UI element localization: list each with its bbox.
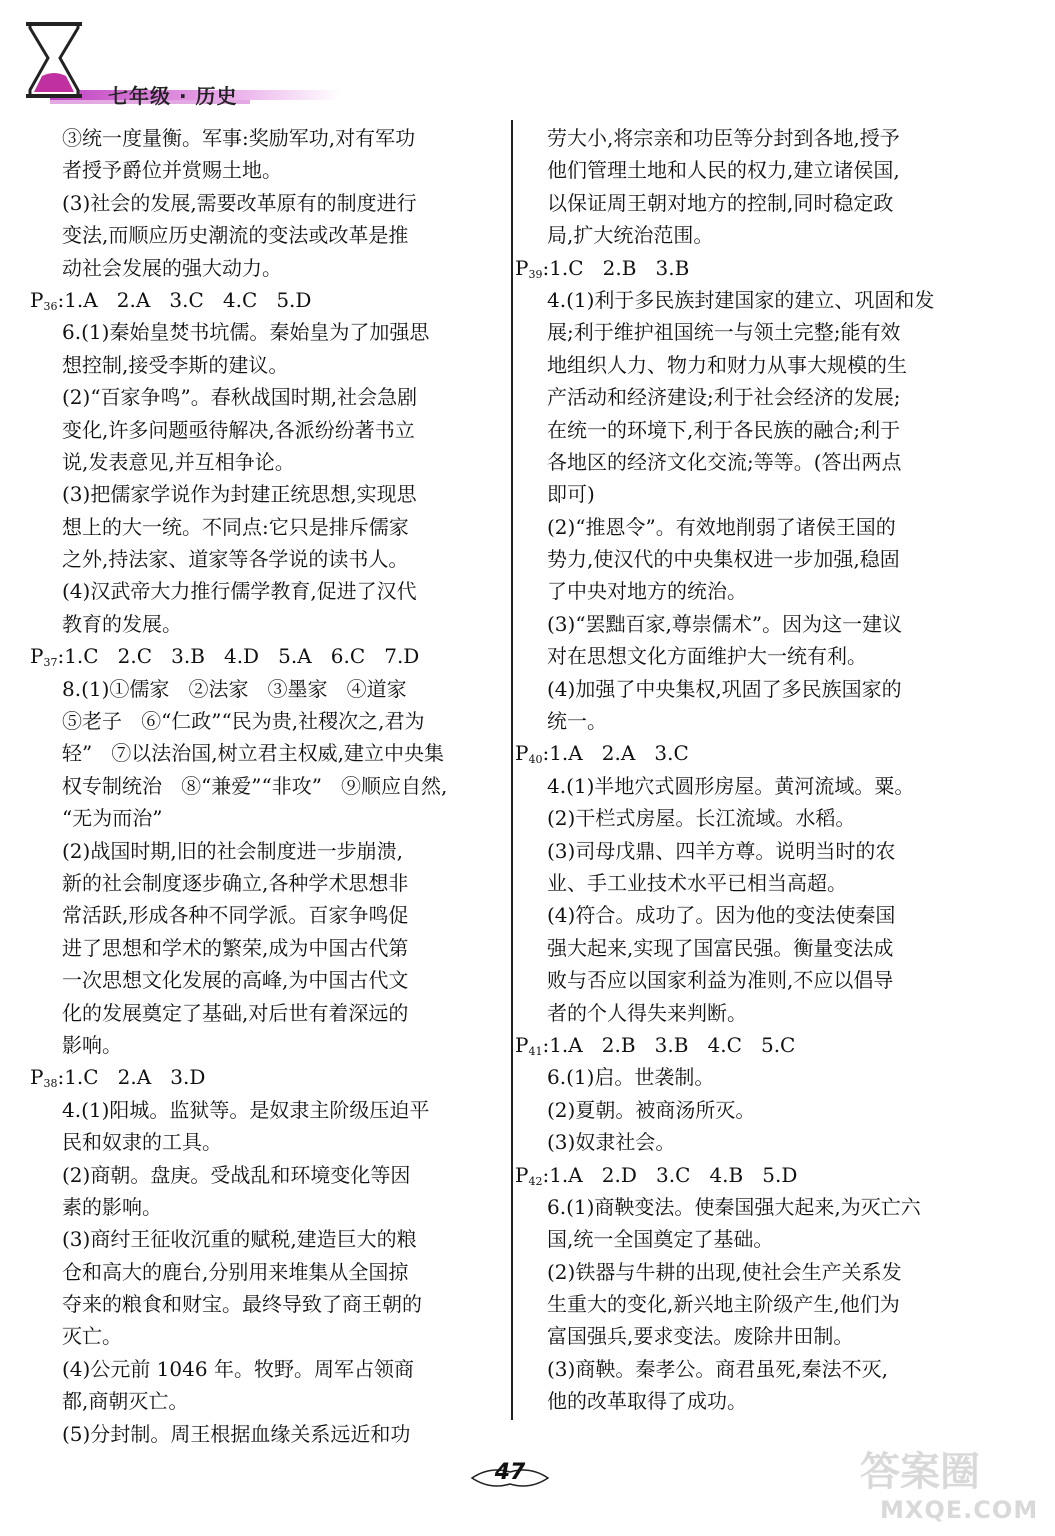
answer-text: (3)司母戊鼎、四羊方尊。说明当时的农: [547, 838, 896, 863]
page-ref-number: 42: [528, 1174, 543, 1188]
answer-line: [515, 1061, 985, 1093]
answer-line: [30, 575, 520, 607]
answer-text: 地组织人力、物力和财力从事大规模的生: [547, 352, 907, 377]
answer-line: [30, 964, 520, 996]
left-column: [30, 122, 520, 1450]
answer-line: [30, 705, 520, 737]
page-number-text: 47: [494, 1460, 526, 1485]
answer-text: 一次思想文化发展的高峰,为中国古代文: [62, 968, 409, 993]
answer-text: 对在思想文化方面维护大一统有利。: [547, 644, 867, 669]
answer-line: [30, 737, 520, 769]
answer-text: 灭亡。: [62, 1324, 122, 1349]
answer-text: 4.(1)阳城。监狱等。是奴隶主阶级压迫平: [62, 1097, 430, 1122]
answer-line: [515, 1385, 985, 1417]
answer-text: (3)商纣王征收沉重的赋税,建造巨大的粮: [62, 1227, 417, 1252]
answer-text: (2)夏朝。被商汤所灭。: [547, 1097, 756, 1122]
answer-line: [515, 511, 985, 543]
watermark-logo: [840, 1440, 1040, 1530]
answer-line: [30, 1353, 520, 1385]
watermark-line1: 答案圈: [860, 1449, 980, 1495]
answer-line: [515, 964, 985, 996]
answer-line: [30, 219, 520, 251]
answer-line: [30, 835, 520, 867]
answer-text: 4.(1)半地穴式圆形房屋。黄河流域。粟。: [547, 773, 915, 798]
answer-text: 产活动和经济建设;利于社会经济的发展;: [547, 385, 901, 410]
answer-line: [515, 122, 985, 154]
answer-line: [515, 1191, 985, 1223]
answer-text: (4)公元前 1046 年。牧野。周军占领商: [62, 1356, 414, 1381]
answer-text: (3)把儒家学说作为封建正统思想,实现思: [62, 482, 417, 507]
watermark-line2: MXQE.COM: [880, 1496, 1039, 1524]
answer-text: (4)符合。成功了。因为他的变法使秦国: [547, 903, 896, 928]
answer-page-heading: [515, 1029, 985, 1061]
answer-text: (5)分封制。周王根据血缘关系远近和功: [62, 1421, 411, 1446]
answer-text: 他的改革取得了成功。: [547, 1389, 747, 1414]
answer-line: [515, 997, 985, 1029]
answer-text: 化的发展奠定了基础,对后世有着深远的: [62, 1000, 409, 1025]
answer-page-heading: [30, 640, 520, 672]
answer-line: [515, 284, 985, 316]
answer-text: (3)“罢黜百家,尊崇儒术”。因为这一建议: [547, 611, 903, 636]
answer-text: 动社会发展的强大动力。: [62, 255, 282, 280]
answer-line: [30, 543, 520, 575]
answer-text: 6.(1)商鞅变法。使秦国强大起来,为灭亡六: [547, 1194, 921, 1219]
answer-line: [30, 1159, 520, 1191]
answer-line: [515, 349, 985, 381]
answer-line: [30, 608, 520, 640]
answer-line: [30, 414, 520, 446]
answer-text: 之外,持法家、道家等各学说的读书人。: [62, 547, 409, 572]
answer-text: 败与否应以国家利益为准则,不应以倡导: [547, 968, 894, 993]
answer-line: [515, 835, 985, 867]
answer-text: 各地区的经济文化交流;等等。(答出两点: [547, 449, 902, 474]
answer-text: ③统一度量衡。军事:奖励军功,对有军功: [62, 126, 416, 150]
answer-line: [515, 219, 985, 251]
page-ref-number: 38: [43, 1077, 58, 1091]
answer-text: (2)干栏式房屋。长江流域。水稻。: [547, 806, 856, 831]
answer-text: (2)战国时期,旧的社会制度进一步崩溃,: [62, 838, 404, 863]
answer-line: [30, 1320, 520, 1352]
answer-text: 常活跃,形成各种不同学派。百家争鸣促: [62, 903, 409, 928]
answer-text: :1.C 2.C 3.B 4.D 5.A 6.C 7.D: [57, 644, 420, 669]
answer-line: [515, 154, 985, 186]
answer-text: :1.A 2.A 3.C: [542, 741, 689, 766]
page-ref: $P_{40}$: [515, 741, 543, 767]
answer-text: 者授予爵位并赏赐土地。: [62, 158, 282, 183]
answer-page-heading: [30, 284, 520, 316]
answer-line: [30, 1191, 520, 1223]
page-header: [20, 18, 350, 113]
page-ref: $P_{36}$: [30, 287, 58, 313]
answer-line: [30, 154, 520, 186]
answer-line: [30, 1288, 520, 1320]
answer-line: [515, 867, 985, 899]
answer-text: (3)奴隶社会。: [547, 1130, 676, 1155]
answer-line: [30, 770, 520, 802]
answer-text: (4)汉武帝大力推行儒学教育,促进了汉代: [62, 579, 417, 604]
answer-text: 影响。: [62, 1032, 122, 1057]
answer-line: [30, 1418, 520, 1450]
answer-line: [30, 187, 520, 219]
answer-line: [515, 673, 985, 705]
answer-page-heading: [515, 252, 985, 284]
answer-line: [30, 511, 520, 543]
page-ref-number: 39: [528, 267, 543, 281]
answer-text: 变法,而顺应历史潮流的变法或改革是推: [62, 223, 409, 248]
answer-line: [30, 316, 520, 348]
answer-line: [515, 1094, 985, 1126]
answer-text: 权专制统治 ⑧“兼爱”“非攻” ⑨顺应自然,: [62, 773, 448, 798]
answer-line: [30, 381, 520, 413]
answer-line: [30, 899, 520, 931]
right-column: [515, 122, 985, 1418]
page-ref-number: 41: [528, 1044, 543, 1058]
answer-line: [515, 899, 985, 931]
page-ref: $P_{38}$: [30, 1065, 58, 1091]
page-ref: $P_{37}$: [30, 644, 58, 670]
answer-text: 富国强兵,要求变法。废除井田制。: [547, 1324, 854, 1349]
answer-line: [515, 802, 985, 834]
answer-text: 说,发表意见,并互相争论。: [62, 449, 295, 474]
answer-text: 变化,许多问题亟待解决,各派纷纷著书立: [62, 417, 415, 442]
answer-line: [515, 381, 985, 413]
answer-line: [30, 122, 520, 154]
answer-line: [30, 673, 520, 705]
answer-text: (2)商朝。盘庚。受战乱和环境变化等因: [62, 1162, 411, 1187]
answer-text: 想上的大一统。不同点:它只是排斥儒家: [62, 514, 409, 539]
answer-text: 劳大小,将宗亲和功臣等分封到各地,授予: [547, 126, 900, 150]
answer-text: 势力,使汉代的中央集权进一步加强,稳固: [547, 547, 900, 572]
answer-line: [30, 1126, 520, 1158]
answer-line: [30, 446, 520, 478]
answer-text: 即可): [547, 482, 595, 507]
page-ref: $P_{39}$: [515, 255, 543, 281]
answer-line: [515, 1353, 985, 1385]
answer-text: :1.C 2.A 3.D: [57, 1065, 206, 1090]
answer-line: [515, 770, 985, 802]
page-number: [470, 1460, 550, 1494]
page-ref-number: 40: [528, 753, 543, 767]
answer-text: 轻” ⑦以法治国,树立君主权威,建立中央集: [62, 741, 445, 766]
answer-page-heading: [515, 1159, 985, 1191]
answer-text: 都,商朝灭亡。: [62, 1389, 189, 1414]
answer-text: 8.(1)①儒家 ②法家 ③墨家 ④道家: [62, 676, 407, 701]
answer-text: 生重大的变化,新兴地主阶级产生,他们为: [547, 1292, 900, 1317]
answer-text: 素的影响。: [62, 1194, 162, 1219]
answer-text: 者的个人得失来判断。: [547, 1000, 747, 1025]
answer-text: (3)商鞅。秦孝公。商君虽死,秦法不灭,: [547, 1356, 889, 1381]
answer-text: :1.A 2.A 3.C 4.C 5.D: [57, 287, 312, 312]
answer-line: [30, 802, 520, 834]
answer-line: [515, 1288, 985, 1320]
answer-line: [515, 575, 985, 607]
answer-line: [515, 316, 985, 348]
answer-line: [515, 187, 985, 219]
answer-line: [515, 543, 985, 575]
answer-line: [30, 867, 520, 899]
answer-line: [30, 1256, 520, 1288]
answer-text: “无为而治”: [62, 806, 163, 831]
answer-text: (2)铁器与牛耕的出现,使社会生产关系发: [547, 1259, 902, 1284]
answer-text: 6.(1)秦始皇焚书坑儒。秦始皇为了加强思: [62, 320, 430, 345]
answer-line: [515, 446, 985, 478]
page-ref-number: 37: [43, 656, 58, 670]
answer-page-heading: [515, 737, 985, 769]
answer-line: [30, 932, 520, 964]
answer-text: 教育的发展。: [62, 611, 182, 636]
answer-text: (3)社会的发展,需要改革原有的制度进行: [62, 190, 417, 215]
answer-line: [515, 478, 985, 510]
page-ref: $P_{42}$: [515, 1162, 543, 1188]
answer-line: [515, 1126, 985, 1158]
answer-text: (4)加强了中央集权,巩固了多民族国家的: [547, 676, 902, 701]
answer-text: 4.(1)利于多民族封建国家的建立、巩固和发: [547, 287, 935, 312]
answer-text: 国,统一全国奠定了基础。: [547, 1227, 774, 1252]
answer-text: 进了思想和学术的繁荣,成为中国古代第: [62, 935, 409, 960]
answer-text: 新的社会制度逐步确立,各种学术思想非: [62, 870, 409, 895]
answer-text: 统一。: [547, 709, 607, 734]
page-ref-number: 36: [43, 299, 58, 313]
answer-line: [30, 1029, 520, 1061]
answer-text: :1.A 2.B 3.B 4.C 5.C: [542, 1032, 796, 1057]
page-title: 七年级 · 历史: [108, 84, 238, 108]
answer-line: [30, 997, 520, 1029]
answer-line: [515, 1223, 985, 1255]
answer-text: 他们管理土地和人民的权力,建立诸侯国,: [547, 158, 900, 183]
answer-line: [30, 478, 520, 510]
answer-page-heading: [30, 1061, 520, 1093]
answer-text: :1.A 2.D 3.C 4.B 5.D: [542, 1162, 798, 1187]
answer-line: [30, 1385, 520, 1417]
answer-line: [515, 640, 985, 672]
answer-line: [515, 608, 985, 640]
answer-text: 强大起来,实现了国富民强。衡量变法成: [547, 935, 894, 960]
answer-text: 仓和高大的鹿台,分别用来堆集从全国掠: [62, 1259, 409, 1284]
answer-line: [30, 1094, 520, 1126]
answer-text: 以保证周王朝对地方的控制,同时稳定政: [547, 190, 894, 215]
answer-text: 6.(1)启。世袭制。: [547, 1065, 715, 1090]
answer-line: [515, 705, 985, 737]
answer-text: 局,扩大统治范围。: [547, 223, 714, 248]
answer-line: [515, 932, 985, 964]
answer-line: [30, 349, 520, 381]
answer-text: 展;利于维护祖国统一与领土完整;能有效: [547, 320, 901, 345]
answer-text: 了中央对地方的统治。: [547, 579, 747, 604]
answer-line: [30, 1223, 520, 1255]
answer-text: :1.C 2.B 3.B: [542, 255, 690, 280]
answer-text: 夺来的粮食和财宝。最终导致了商王朝的: [62, 1292, 422, 1317]
answer-line: [515, 1256, 985, 1288]
answer-text: (2)“百家争鸣”。春秋战国时期,社会急剧: [62, 385, 418, 410]
page-ref: $P_{41}$: [515, 1032, 543, 1058]
answer-text: 想控制,接受李斯的建议。: [62, 352, 289, 377]
answer-text: 业、手工业技术水平已相当高超。: [547, 870, 847, 895]
answer-text: 民和奴隶的工具。: [62, 1130, 222, 1155]
answer-text: 在统一的环境下,利于各民族的融合;利于: [547, 417, 901, 442]
answer-line: [30, 252, 520, 284]
answer-line: [515, 414, 985, 446]
answer-line: [515, 1320, 985, 1352]
answer-text: ⑤老子 ⑥“仁政”“民为贵,社稷次之,君为: [62, 709, 425, 734]
answer-text: (2)“推恩令”。有效地削弱了诸侯王国的: [547, 514, 896, 539]
